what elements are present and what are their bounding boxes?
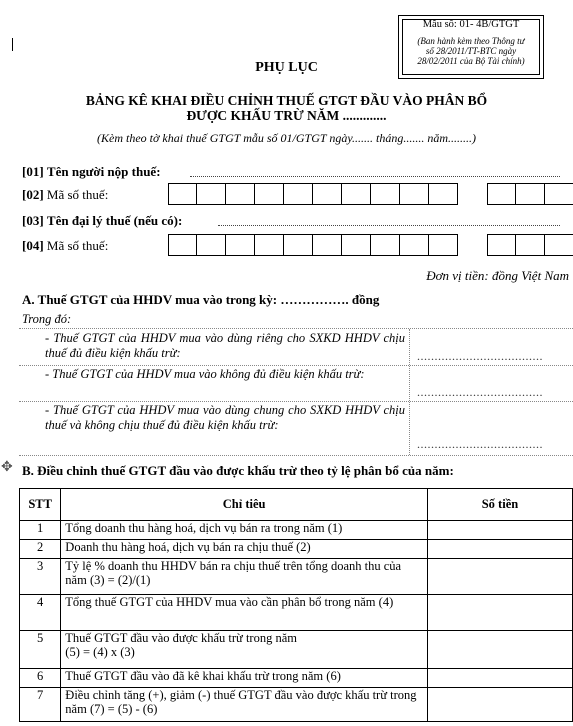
section-a-sep-2 [19, 401, 573, 402]
row-amount-cell[interactable] [427, 631, 572, 669]
row-stt: 6 [20, 669, 61, 688]
section-a-row-2-value[interactable]: .................................... [417, 385, 543, 399]
table-row [20, 559, 573, 595]
tax-code-branch-cells[interactable] [487, 183, 573, 205]
field-04-label: Mã số thuế: [46, 238, 109, 253]
currency-unit: Đơn vị tiền: đồng Việt Nam [426, 268, 569, 283]
row-amount-cell[interactable] [427, 595, 572, 631]
row-amount-cell[interactable] [427, 669, 572, 688]
row-indicator-line2: (5) = (4) x (3) [65, 645, 135, 659]
row-indicator: Tỷ lệ % doanh thu HHDV bán ra chịu thuế trên tổng doanh thu của năm (3) = (2)/(1) [61, 559, 428, 595]
form-note-line2: số 28/2011/TT-BTC ngày [425, 46, 517, 56]
row-stt: 4 [20, 595, 61, 631]
row-indicator-line1: Thuế GTGT đầu vào được khấu trừ trong năm [65, 631, 297, 645]
table-row [20, 688, 573, 722]
form-code: Mẫu số: 01- 4B/GTGT [422, 19, 520, 30]
section-a-in-which: Trong đó: [22, 312, 72, 326]
header-amount: Số tiền [427, 489, 572, 521]
section-a-row-1-value[interactable]: .................................... [417, 349, 543, 363]
table-row [20, 669, 573, 688]
row-indicator: Doanh thu hàng hoá, dịch vụ bán ra chịu thuế (2) [61, 540, 428, 559]
header-indicator: Chỉ tiêu [61, 489, 428, 521]
field-01-label: Tên người nộp thuế [46, 164, 157, 179]
field-03 [22, 213, 182, 229]
agent-tax-code-cells[interactable] [168, 234, 458, 256]
move-handle-icon[interactable]: ✥ [1, 460, 13, 475]
section-b-title: B. Điều chỉnh thuế GTGT đầu vào được khấu trừ theo tỷ lệ phân bổ của năm: [22, 463, 454, 478]
row-indicator: Thuế GTGT đầu vào đã kê khai khấu trừ trong năm (6) [61, 669, 428, 688]
form-note-line1: (Ban hành kèm theo Thông tư [417, 36, 525, 46]
section-a-sep-1 [19, 365, 573, 366]
field-04-code: [04] [22, 238, 44, 253]
section-a-title: A. Thuế GTGT của HHDV mua vào trong kỳ: ……………. đồng [22, 292, 380, 307]
table-row [20, 631, 573, 669]
section-a-row-3-value[interactable]: .................................... [417, 437, 543, 451]
taxpayer-name-input[interactable] [190, 176, 560, 177]
row-stt: 7 [20, 688, 61, 722]
adjustment-table [19, 488, 573, 722]
field-04 [22, 238, 108, 254]
row-amount-cell[interactable] [427, 559, 572, 595]
row-indicator [61, 631, 428, 669]
tax-code-cells[interactable] [168, 183, 458, 205]
row-stt: 5 [20, 631, 61, 669]
section-a-row-2-text: - Thuế GTGT của HHDV mua vào không đủ điều kiện khấu trừ: [45, 367, 365, 381]
form-title-line2: ĐƯỢC KHẤU TRỪ NĂM ............. [186, 108, 387, 123]
field-02-code: [02] [22, 187, 44, 202]
row-indicator: Tổng thuế GTGT của HHDV mua vào cần phân bổ trong năm (4) [61, 595, 428, 631]
tax-agent-name-input[interactable] [218, 225, 560, 226]
table-row [20, 595, 573, 631]
section-a-row-1-text: - Thuế GTGT của HHDV mua vào dùng riêng cho SXKD HHDV chịu thuế đủ điều kiện khấu trừ: [45, 331, 405, 360]
row-stt: 3 [20, 559, 61, 595]
table-header-row [20, 489, 573, 521]
form-title-line1: BẢNG KÊ KHAI ĐIỀU CHỈNH THUẾ GTGT ĐẦU VÀO PHÂN BỔ [85, 93, 488, 108]
row-stt: 1 [20, 521, 61, 540]
row-stt: 2 [20, 540, 61, 559]
appendix-title: PHỤ LỤC [255, 60, 318, 75]
field-01-code: [01] [22, 164, 44, 179]
row-indicator: Tổng doanh thu hàng hoá, dịch vụ bán ra trong năm (1) [61, 521, 428, 540]
row-amount-cell[interactable] [427, 540, 572, 559]
form-subtitle: (Kèm theo tờ khai thuế GTGT mẫu số 01/GTGT ngày....... tháng....... năm........) [97, 131, 476, 145]
text-cursor [12, 38, 13, 51]
field-02 [22, 187, 108, 203]
field-01 [22, 164, 161, 180]
row-amount-cell[interactable] [427, 521, 572, 540]
field-03-label: Tên đại lý thuế (nếu có): [46, 213, 183, 228]
section-a-divider [409, 329, 410, 455]
field-01-colon: : [156, 164, 161, 179]
form-note-line3: 28/02/2011 của Bộ Tài chính) [417, 56, 525, 66]
header-stt: STT [20, 489, 61, 521]
row-indicator: Điều chỉnh tăng (+), giảm (-) thuế GTGT đầu vào được khấu trừ trong năm (7) = (5) - (6) [61, 688, 428, 722]
row-amount-cell[interactable] [427, 688, 572, 722]
table-row [20, 540, 573, 559]
agent-tax-code-branch-cells[interactable] [487, 234, 573, 256]
field-03-code: [03] [22, 213, 44, 228]
table-row [20, 521, 573, 540]
section-a-row-3-text: - Thuế GTGT của HHDV mua vào dùng chung cho SXKD HHDV chịu thuế và không chịu thuế đủ điều kiện khấu trừ: [45, 403, 405, 432]
section-a-table [19, 328, 573, 456]
field-02-label: Mã số thuế: [46, 187, 109, 202]
